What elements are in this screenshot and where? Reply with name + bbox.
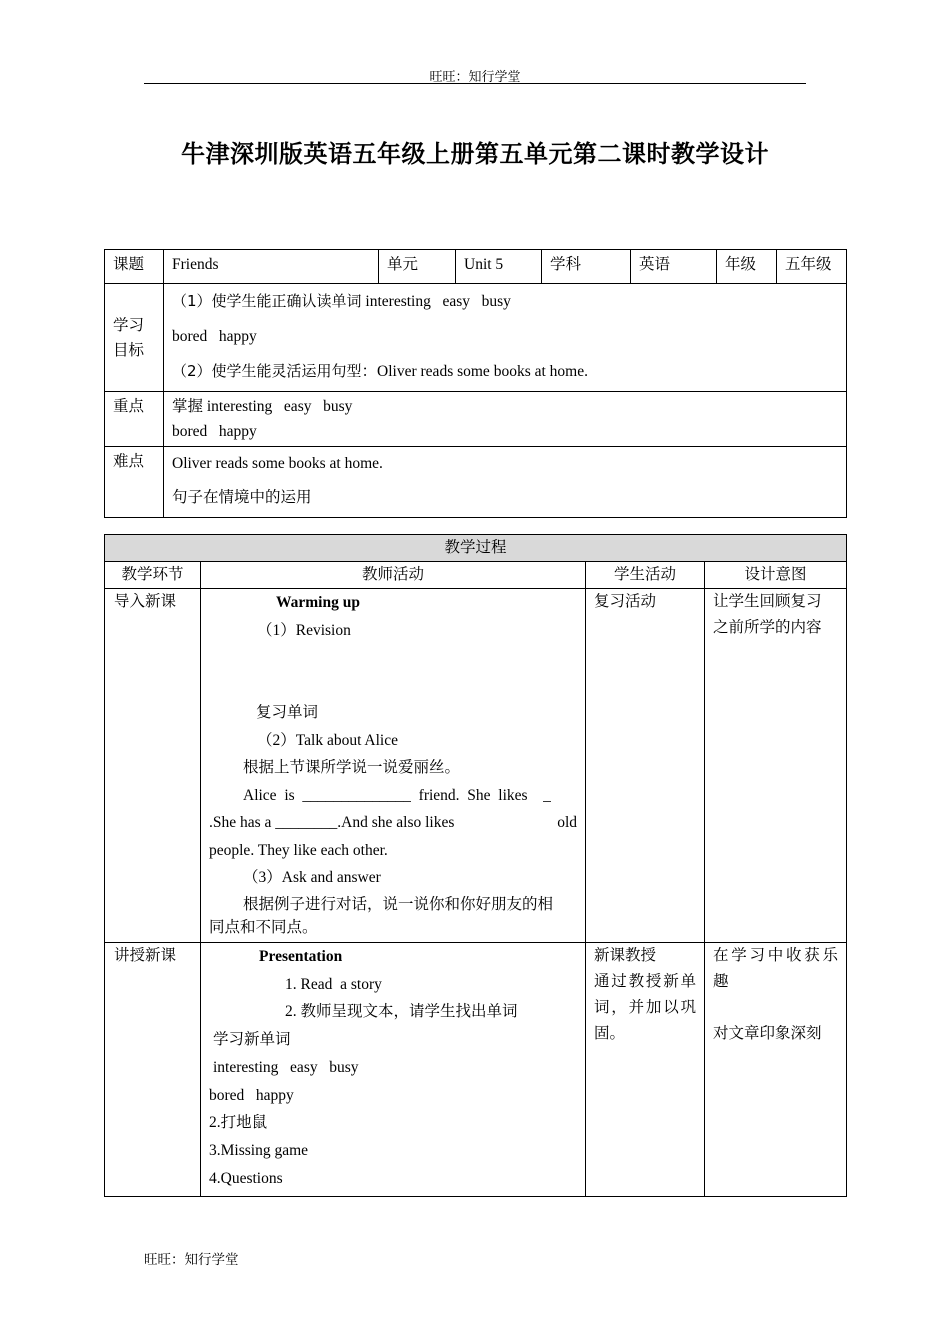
teaching-process-table [104, 534, 847, 1197]
difficult-line-1: Oliver reads some books at home. [172, 455, 383, 472]
header-divider [144, 83, 806, 84]
talk-about-alice: （2）Talk about Alice [257, 731, 398, 749]
find-words: 2. 教师呈现文本，请学生找出单词 [285, 1003, 518, 1021]
student-activity-presentation: 新课教授 通过教授新单 词，并加以巩 固。 [586, 943, 705, 1197]
whack-a-mole: 2.打地鼠 [209, 1114, 268, 1132]
unit-value: Unit 5 [456, 250, 542, 284]
subject-label: 学科 [542, 250, 631, 284]
student-activity-intro: 复习活动 [586, 589, 705, 943]
goal-1-words: bored happy [172, 328, 257, 345]
review-words: 复习单词 [256, 704, 319, 721]
alice-sentence-2: .She has a ________.And she also likes old [209, 814, 577, 831]
intent-intro: 让学生回顾复习 之前所学的内容 [705, 589, 847, 943]
missing-game: 3.Missing game [209, 1141, 309, 1159]
header-intent: 设计意图 [705, 562, 847, 589]
new-words-2: bored happy [209, 1086, 294, 1104]
read-story: 1. Read a story [285, 975, 382, 993]
goal-1: （1）使学生能正确认读单词 interesting easy busy [172, 292, 511, 310]
key-line-1: 掌握 interesting easy busy [172, 398, 353, 415]
learn-new-words: 学习新单词 [213, 1031, 291, 1049]
difficult-line-2: 句子在情境中的运用 [172, 489, 312, 506]
header-student: 学生活动 [586, 562, 705, 589]
page-header: 旺旺：知行学堂 [429, 69, 521, 84]
goals-label: 学习目标 [105, 284, 164, 392]
unit-label: 单元 [379, 250, 456, 284]
key-line-2: bored happy [172, 423, 257, 440]
topic-label: 课题 [105, 250, 164, 284]
alice-sentence-1: Alice is ______________ friend. She likes _ [243, 786, 551, 804]
teacher-activity-presentation [201, 943, 586, 1197]
key-content [164, 392, 847, 447]
new-words-1: interesting easy busy [213, 1058, 359, 1076]
teacher-activity-intro [201, 589, 586, 943]
revision-item: （1）Revision [257, 621, 351, 639]
intent-presentation: 在学习中收获乐 趣 对文章印象深刻 [705, 943, 847, 1197]
stage-intro: 导入新课 [105, 589, 201, 943]
process-title: 教学过程 [105, 535, 847, 562]
grade-label: 年级 [717, 250, 777, 284]
goal-2: （2）使学生能灵活运用句型：Oliver reads some books at home. [172, 362, 588, 380]
page-footer: 旺旺：知行学堂 [144, 1252, 239, 1267]
goals-content [164, 284, 847, 392]
subject-value: 英语 [631, 250, 717, 284]
dialogue-instruction-2: 同点和不同点。 [209, 918, 318, 936]
header-stage: 教学环节 [105, 562, 201, 589]
topic-value: Friends [164, 250, 379, 284]
ask-and-answer: （3）Ask and answer [243, 869, 381, 886]
header-teacher: 教师活动 [201, 562, 586, 589]
difficult-label: 难点 [105, 447, 164, 518]
presentation-heading: Presentation [259, 948, 343, 965]
key-label: 重点 [105, 392, 164, 447]
difficult-content [164, 447, 847, 518]
stage-presentation: 讲授新课 [105, 943, 201, 1197]
dialogue-instruction-1: 根据例子进行对话，说一说你和你好朋友的相 [243, 895, 554, 913]
alice-sentence-3: people. They like each other. [209, 841, 388, 859]
lesson-info-table [104, 249, 847, 518]
warming-up-heading: Warming up [276, 594, 360, 611]
questions: 4.Questions [209, 1169, 283, 1187]
grade-value: 五年级 [777, 250, 847, 284]
talk-instruction: 根据上节课所学说一说爱丽丝。 [243, 759, 461, 776]
document-title: 牛津深圳版英语五年级上册第五单元第二课时教学设计 [181, 140, 769, 168]
